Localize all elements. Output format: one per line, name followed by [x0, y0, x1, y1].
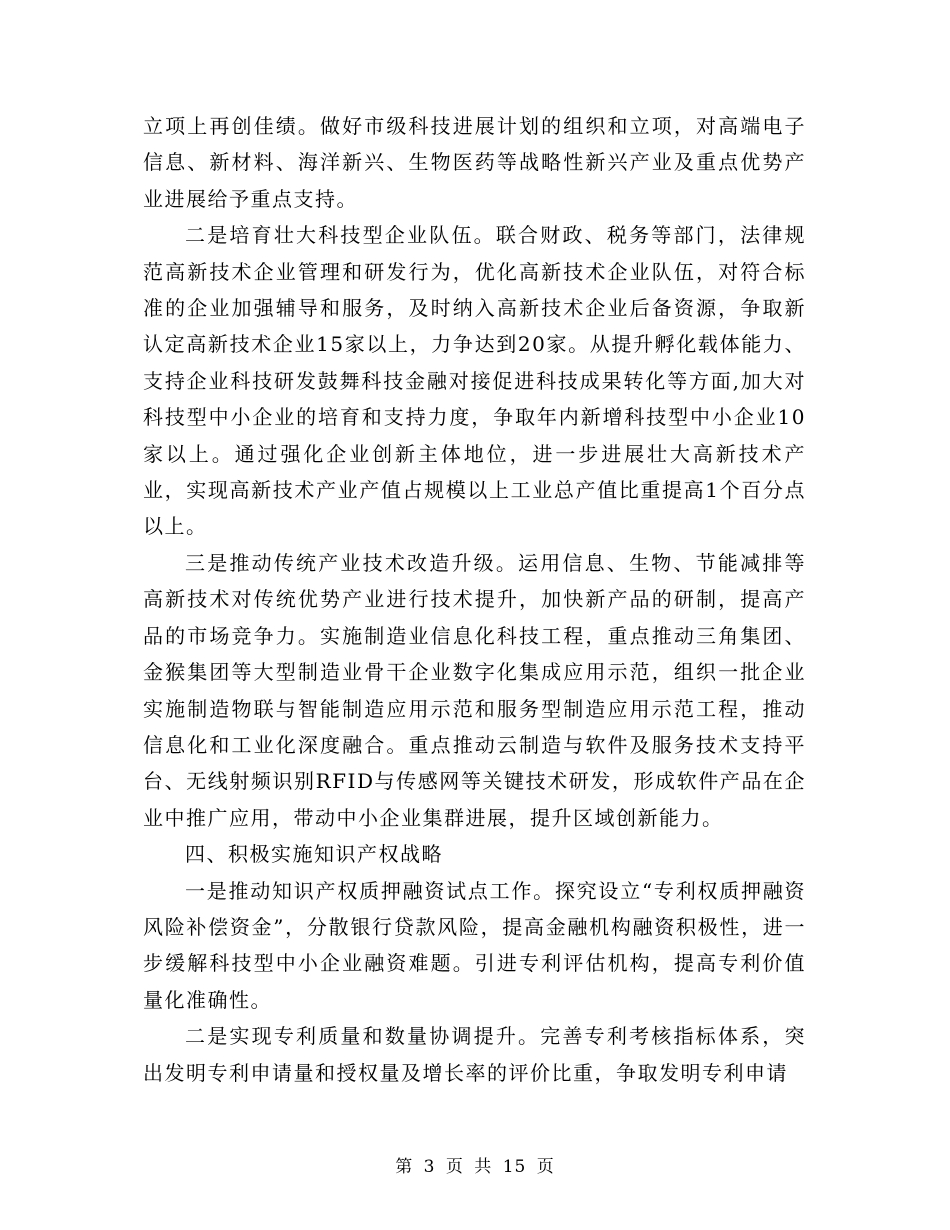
paragraph-4: 一是推动知识产权质押融资试点工作。探究设立“专利权质押融资风险补偿资金”，分散银行贷款风险，提高金融机构融资积极性，进一步缓解科技型中小企业融资难题。引进专利评估机构，提高专利价值量化准确性。	[143, 878, 806, 1012]
paragraph-3: 三是推动传统产业技术改造升级。运用信息、生物、节能减排等高新技术对传统优势产业进行技术提升，加快新产品的研制，提高产品的市场竞争力。实施制造业信息化科技工程，重点推动三角集团、金猴集团等大型制造业骨干企业数字化集成应用示范，组织一批企业实施制造物联与智能制造应用示范和服务型制造应用示范工程，推动信息化和工业化深度融合。重点推动云制造与软件及服务技术支持平台、无线射频识别RFID与传感网等关键技术研发，形成软件产品在企业中推广应用，带动中小企业集群进展，提升区域创新能力。	[143, 550, 806, 830]
page-number-footer: 第 3 页 共 15 页	[395, 1157, 555, 1177]
paragraph-1: 立项上再创佳绩。做好市级科技进展计划的组织和立项，对高端电子信息、新材料、海洋新兴、生物医药等战略性新兴产业及重点优势产业进展给予重点支持。	[143, 114, 806, 211]
section-heading: 四、积极实施知识产权战略	[185, 842, 443, 867]
document-body	[143, 108, 806, 1091]
paragraph-5: 二是实现专利质量和数量协调提升。完善专利考核指标体系，突出发明专利申请量和授权量及增长率的评价比重，争取发明专利申请	[143, 1024, 806, 1085]
paragraph-2: 二是培育壮大科技型企业队伍。联合财政、税务等部门，法律规范高新技术企业管理和研发行为，优化高新技术企业队伍，对符合标准的企业加强辅导和服务，及时纳入高新技术企业后备资源，争取新认定高新技术企业15家以上，力争达到20家。从提升孵化载体能力、支持企业科技研发鼓舞科技金融对接促进科技成果转化等方面,加大对科技型中小企业的培育和支持力度，争取年内新增科技型中小企业10家以上。通过强化企业创新主体地位，进一步进展壮大高新技术产业，实现高新技术产业产值占规模以上工业总产值比重提高1个百分点以上。	[143, 223, 806, 539]
